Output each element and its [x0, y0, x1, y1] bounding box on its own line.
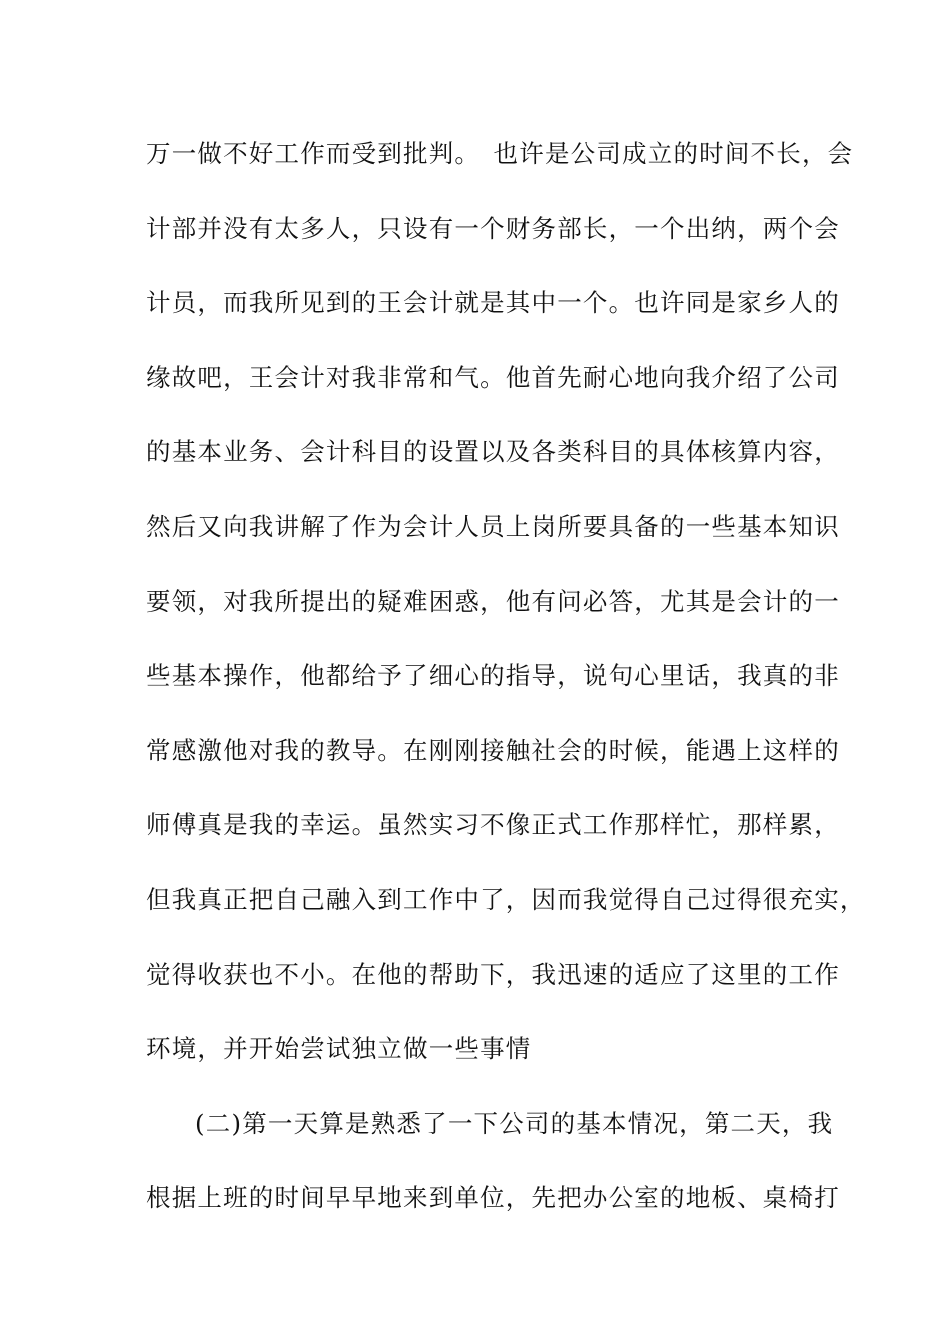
text-line: 万一做不好工作而受到批判。 也许是公司成立的时间不长，会 [146, 139, 854, 168]
text-line: 觉得收获也不小。在他的帮助下，我迅速的适应了这里的工作 [146, 959, 840, 989]
paragraph-start-line: (二)第一天算是熟悉了一下公司的基本情况，第二天，我 [195, 1108, 834, 1138]
text-line: 根据上班的时间早早地来到单位，先把办公室的地板、桌椅打 [146, 1183, 840, 1213]
text-line: 的基本业务、会计科目的设置以及各类科目的具体核算内容， [146, 437, 840, 467]
text-line: 然后又向我讲解了作为会计人员上岗所要具备的一些基本知识 [146, 511, 840, 541]
text-line: 计部并没有太多人，只设有一个财务部长，一个出纳，两个会 [146, 213, 840, 243]
body-text [146, 130, 866, 1249]
text-line: 缘故吧，王会计对我非常和气。他首先耐心地向我介绍了公司 [146, 362, 840, 392]
text-line: 师傅真是我的幸运。虽然实习不像正式工作那样忙，那样累， [146, 810, 840, 840]
text-line: 环境，并开始尝试独立做一些事情 [146, 1034, 532, 1064]
text-line: 些基本操作，他都给予了细心的指导，说句心里话，我真的非 [146, 661, 840, 691]
text-line: 但我真正把自己融入到工作中了，因而我觉得自己过得很充实， [146, 884, 866, 914]
text-line: 计员，而我所见到的王会计就是其中一个。也许同是家乡人的 [146, 288, 840, 318]
text-line: 要领，对我所提出的疑难困惑，他有问必答，尤其是会计的一 [146, 586, 840, 616]
text-line: 常感激他对我的教导。在刚刚接触社会的时候，能遇上这样的 [146, 735, 840, 765]
